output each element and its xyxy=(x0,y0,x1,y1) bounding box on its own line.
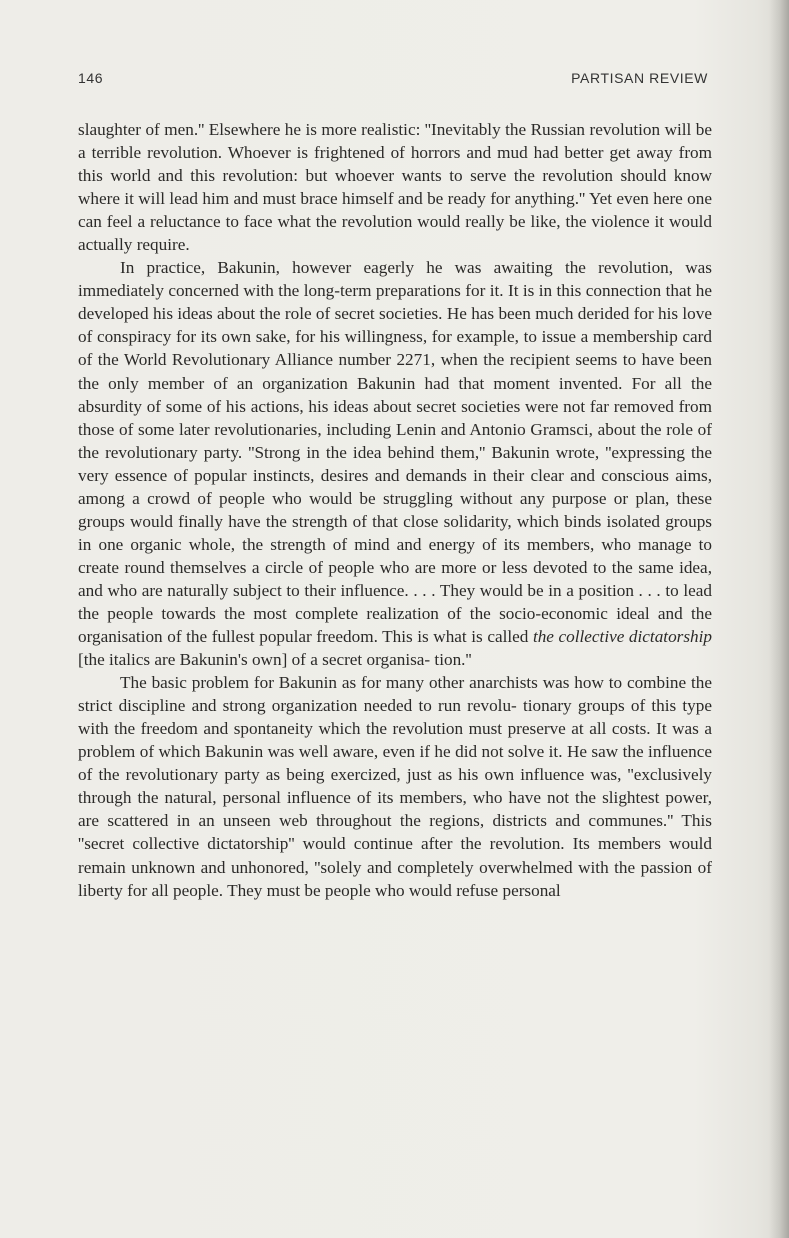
page-number: 146 xyxy=(78,70,104,86)
running-head: PARTISAN REVIEW xyxy=(571,70,708,86)
paragraph-1 xyxy=(78,118,712,256)
page-header xyxy=(78,70,708,92)
paragraph-3 xyxy=(78,671,712,901)
paragraph-3-text: The basic problem for Bakunin as for many other anarchists was how to combine the strict discipline and strong organization needed to run revolu- tionary groups of this type with the freedom and spontaneity which the revolution must preserve at all costs. It was a problem of which Bakunin was well aware, even if he did not solve it. He saw the influence of the revolutionary party as being exercized, just as his own influence was, ''exclusively through the natural, personal influence of its members, who have not the slightest power, are scattered in an unseen web throughout the regions, districts and communes.'' This ''secret collective dictatorship'' would continue after the revolution. Its members would remain unknown and unhonored, ''solely and completely overwhelmed with the passion of liberty for all people. They must be people who would refuse personal xyxy=(78,673,712,900)
body-text xyxy=(78,118,712,902)
paragraph-1-text: slaughter of men.'' Elsewhere he is more realistic: ''Inevitably the Russian revolution will be a terrible revolution. Whoever is frightened of horrors and mud had better get away from this world and this revolution: but whoever wants to serve the revolution should know where it will lead him and must brace himself and be ready for anything.'' Yet even here one can feel a reluctance to face what the revolution would really be like, the violence it would actually require. xyxy=(78,120,712,255)
paragraph-2 xyxy=(78,256,712,671)
italic-phrase: the collective dictatorship xyxy=(532,627,712,647)
paragraph-2-text: In practice, Bakunin, however eagerly he was awaiting the revolution, was immediately concerned with the long-term preparations for it. It is in this connection that he developed his ideas about the role of secret societies. He has been much derided for his love of conspiracy for its own sake, for his willingness, for example, to issue a membership card of the World Revolutionary Alliance number 2271, when the recipient seems to have been the only member of an organization Bakunin had that moment invented. For all the absurdity of some of his actions, his ideas about secret societies were not far removed from those of some later revolutionaries, including Lenin and Antonio Gramsci, about the role of the revolutionary party. ''Strong in the idea behind them,'' Bakunin wrote, ''expressing the very essence of popular instincts, desires and demands in their clear and conscious aims, among a crowd of people who would be struggling without any purpose or plan, these groups would finally have the strength of that close solidarity, which binds isolated groups in one organic whole, the strength of mind and energy of its members, who manage to create round themselves a circle of people who are more or less devoted to the same idea, and who are naturally subject to their influence. . . . They would be in a position . . . to lead the people towards the most complete realization of the socio-economic ideal and the organisation of the fullest popular freedom. This is what is called xyxy=(78,258,712,647)
paragraph-2-text-after: [the italics are Bakunin's own] of a secret organisa- tion.'' xyxy=(78,650,472,670)
page-binding-shadow xyxy=(769,0,789,1238)
